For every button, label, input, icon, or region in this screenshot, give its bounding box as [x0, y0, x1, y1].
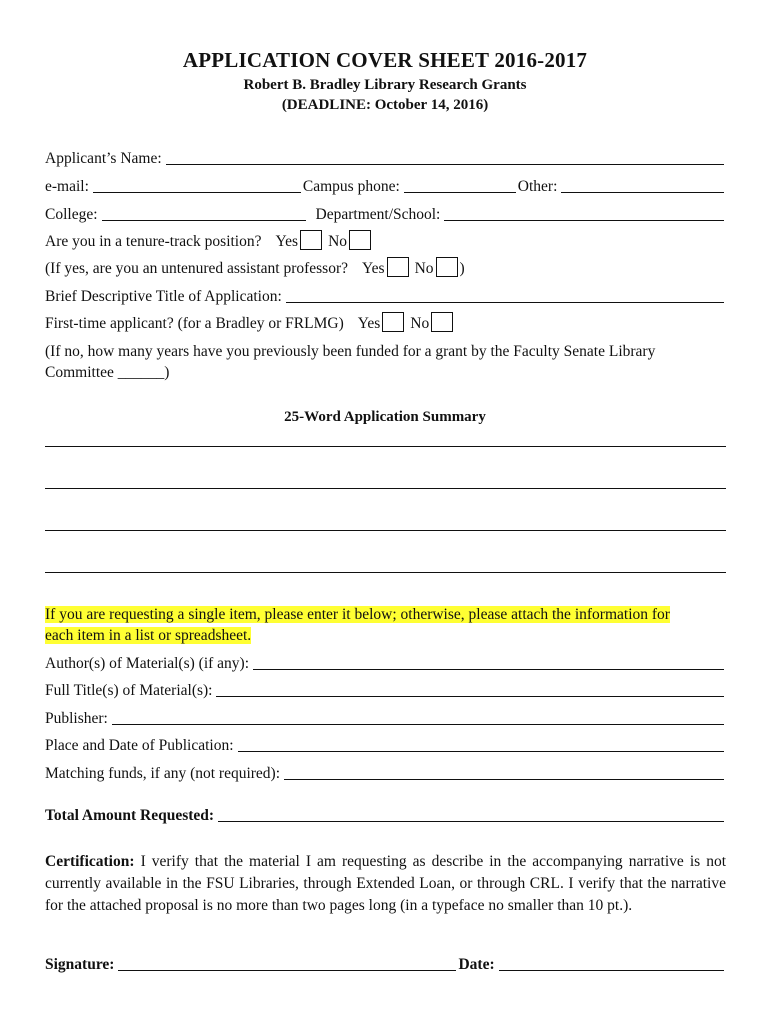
publisher-row	[45, 706, 726, 728]
contact-row	[45, 174, 726, 196]
tenure-row	[45, 229, 726, 251]
untenured-close-paren: )	[459, 260, 465, 277]
authors-field[interactable]	[253, 653, 724, 670]
untenured-no-checkbox[interactable]	[436, 257, 458, 277]
untenured-question-label: (If yes, are you an untenured assistant professor?	[45, 260, 349, 277]
signature-label: Signature:	[45, 956, 115, 973]
full-titles-field[interactable]	[216, 680, 724, 697]
campus-phone-field[interactable]	[404, 176, 516, 193]
certification-label: Certification:	[45, 853, 135, 870]
publisher-field[interactable]	[112, 708, 724, 725]
first-time-no-label: No	[410, 315, 430, 332]
matching-funds-label: Matching funds, if any (not required):	[45, 765, 281, 782]
untenured-yes-checkbox[interactable]	[387, 257, 409, 277]
first-time-label: First-time applicant? (for a Bradley or FRLMG)	[45, 315, 344, 332]
deadline-notice: (DEADLINE: October 14, 2016)	[281, 97, 489, 113]
total-amount-label: Total Amount Requested:	[45, 807, 215, 824]
full-titles-label: Full Title(s) of Material(s):	[45, 682, 213, 699]
brief-title-label: Brief Descriptive Title of Application:	[45, 288, 282, 305]
place-date-field[interactable]	[238, 735, 724, 752]
summary-line-4[interactable]	[45, 572, 726, 573]
materials-instruction	[45, 604, 726, 646]
untenured-row	[45, 256, 726, 278]
applicant-name-label: Applicant’s Name:	[45, 150, 162, 167]
summary-line-1[interactable]	[45, 446, 726, 447]
other-label: Other:	[517, 178, 558, 195]
email-label: e-mail:	[45, 178, 89, 195]
brief-title-row	[45, 284, 726, 306]
total-amount-row	[45, 803, 726, 825]
full-titles-row	[45, 678, 726, 700]
email-field[interactable]	[93, 176, 301, 193]
first-time-yes-checkbox[interactable]	[382, 312, 404, 332]
campus-phone-label: Campus phone:	[302, 178, 400, 195]
college-label: College:	[45, 206, 98, 223]
tenure-no-label: No	[328, 233, 348, 250]
certification-paragraph	[45, 851, 726, 917]
place-date-label: Place and Date of Publication:	[45, 737, 234, 754]
authors-row	[45, 651, 726, 673]
tenure-yes-label: Yes	[275, 233, 299, 250]
other-field[interactable]	[561, 176, 724, 193]
first-time-yes-label: Yes	[357, 315, 381, 332]
summary-heading: 25-Word Application Summary	[284, 409, 486, 425]
committee-line: Committee ______)	[45, 364, 170, 381]
signature-row	[45, 952, 726, 974]
place-date-row	[45, 733, 726, 755]
matching-funds-field[interactable]	[284, 763, 724, 780]
applicant-name-field[interactable]	[166, 148, 724, 165]
document-subtitle: Robert B. Bradley Library Research Grants	[243, 77, 527, 93]
department-field[interactable]	[444, 204, 724, 221]
instruction-line-1: If you are requesting a single item, please enter it below; otherwise, please attach the information for	[45, 606, 670, 623]
date-field[interactable]	[499, 954, 724, 971]
document-title: APPLICATION COVER SHEET 2016-2017	[182, 48, 588, 72]
publisher-label: Publisher:	[45, 710, 108, 727]
tenure-question-label: Are you in a tenure-track position?	[45, 233, 262, 250]
tenure-no-checkbox[interactable]	[349, 230, 371, 250]
untenured-yes-label: Yes	[362, 260, 385, 277]
certification-text: I verify that the material I am requesting as describe in the accompanying narrative is not currently available in the FSU Libraries, through Extended Loan, or through CRL. I verify that the narrative for the attached proposal is no more than two pages long (in a typeface no smaller than 10 pt.).	[45, 853, 726, 914]
first-time-no-checkbox[interactable]	[431, 312, 453, 332]
matching-funds-row	[45, 761, 726, 783]
first-time-row	[45, 311, 726, 333]
summary-line-3[interactable]	[45, 530, 726, 531]
college-field[interactable]	[102, 204, 306, 221]
department-label: Department/School:	[315, 206, 441, 223]
brief-title-field[interactable]	[286, 286, 724, 303]
funded-before-line: (If no, how many years have you previously been funded for a grant by the Faculty Senate Library	[45, 343, 656, 360]
total-amount-field[interactable]	[218, 805, 724, 822]
funded-before-text	[45, 341, 726, 383]
tenure-yes-checkbox[interactable]	[300, 230, 322, 250]
authors-label: Author(s) of Material(s) (if any):	[45, 655, 250, 672]
date-label: Date:	[458, 956, 495, 973]
applicant-name-row	[45, 146, 726, 168]
summary-line-2[interactable]	[45, 488, 726, 489]
signature-field[interactable]	[118, 954, 456, 971]
college-row	[45, 202, 726, 224]
instruction-line-2: each item in a list or spreadsheet.	[45, 627, 252, 644]
untenured-no-label: No	[414, 260, 434, 277]
